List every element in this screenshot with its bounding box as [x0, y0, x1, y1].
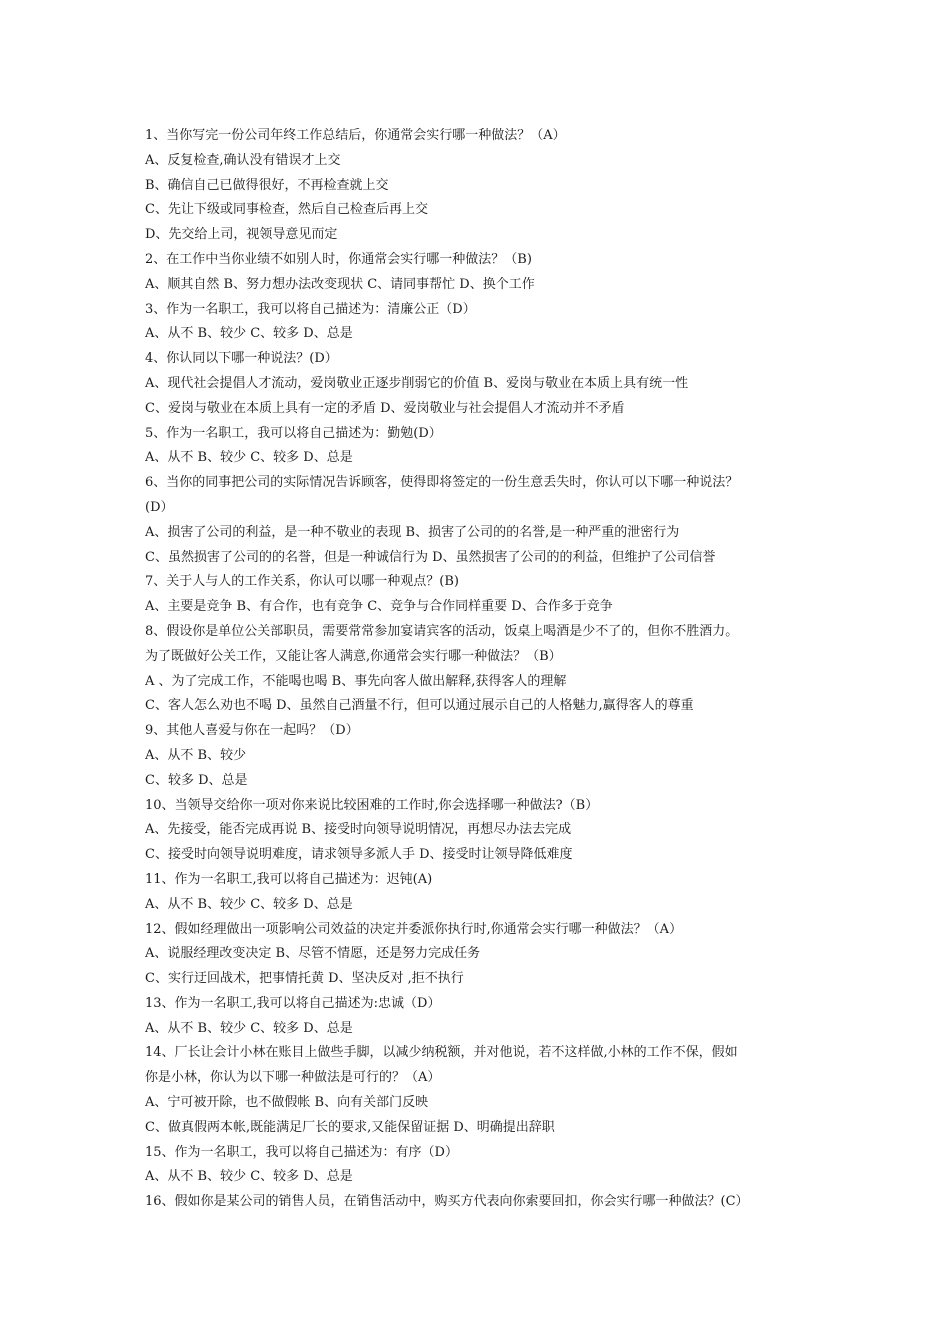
question-6-options-ab: A、损害了公司的利益，是一种不敬业的表现 B、损害了公司的的名誉,是一种严重的泄密行为 [145, 524, 680, 540]
question-10-options-ab: A、先接受，能否完成再说 B、接受时向领导说明情况，再想尽办法去完成 [145, 822, 572, 838]
question-10-text: 10、当领导交给你一项对你来说比较困难的工作时,你会选择哪一种做法?（B） [145, 797, 599, 813]
question-7-options: A、主要是竞争 B、有合作，也有竞争 C、竞争与合作同样重要 D、合作多于竞争 [145, 599, 613, 615]
question-10-options-cd: C、接受时向领导说明难度，请求领导多派人手 D、接受时让领导降低难度 [145, 847, 573, 863]
question-13-text: 13、作为一名职工,我可以将自己描述为:忠诚（D） [145, 995, 441, 1011]
question-8-text: 8、假设你是单位公关部职员，需要常常参加宴请宾客的活动，饭桌上喝酒是少不了的，但你不胜酒力。 [145, 623, 739, 639]
question-1-option-c: C、先让下级或同事检查，然后自己检查后再上交 [145, 202, 428, 218]
question-6-options-cd: C、虽然损害了公司的的名誉，但是一种诚信行为 D、虽然损害了公司的的利益，但维护了公司信誉 [145, 549, 716, 565]
question-1-text: 1、当你写完一份公司年终工作总结后，你通常会实行哪一种做法？（A） [145, 128, 566, 143]
question-14-text-cont: 你是小林，你认为以下哪一种做法是可行的？（A） [145, 1070, 441, 1086]
question-4-options-cd: C、爱岗与敬业在本质上具有一定的矛盾 D、爱岗敬业与社会提倡人才流动并不矛盾 [145, 400, 625, 416]
document-body [145, 124, 813, 1215]
question-12-options-ab: A、说服经理改变决定 B、尽管不情愿，还是努力完成任务 [145, 946, 481, 962]
question-1-option-b: B、确信自己已做得很好，不再检查就上交 [145, 177, 389, 193]
question-4-options-ab: A、现代社会提倡人才流动，爱岗敬业正逐步削弱它的价值 B、爱岗与敬业在本质上具有统一性 [145, 375, 689, 391]
question-14-text: 14、厂长让会计小林在账目上做些手脚，以减少纳税额，并对他说，若不这样做,小林的工作不保，假如 [145, 1045, 738, 1061]
question-14-options-cd: C、做真假两本帐,既能满足厂长的要求,又能保留证据 D、明确提出辞职 [145, 1119, 555, 1135]
question-3-text: 3、作为一名职工，我可以将自己描述为：清廉公正（D） [145, 301, 476, 317]
question-5-text: 5、作为一名职工，我可以将自己描述为：勤勉(D） [145, 425, 442, 441]
question-5-options: A、从不 B、较少 C、较多 D、总是 [145, 450, 353, 466]
question-12-text: 12、假如经理做出一项影响公司效益的决定并委派你执行时,你通常会实行哪一种做法？（A） [145, 921, 683, 937]
question-15-text: 15、作为一名职工，我可以将自己描述为：有序（D） [145, 1144, 458, 1160]
question-15-options: A、从不 B、较少 C、较多 D、总是 [145, 1169, 353, 1185]
question-1-option-d: D、先交给上司，视领导意见而定 [145, 227, 338, 243]
question-9-options-cd: C、较多 D、总是 [145, 772, 248, 788]
question-13-options: A、从不 B、较少 C、较多 D、总是 [145, 1020, 353, 1036]
question-4-text: 4、你认同以下哪一种说法？(D） [145, 351, 338, 367]
question-8-options-ab: A 、为了完成工作，不能喝也喝 B、事先向客人做出解释,获得客人的理解 [145, 673, 567, 689]
question-3-options: A、从不 B、较少 C、较多 D、总是 [145, 326, 353, 342]
question-8-options-cd: C、客人怎么劝也不喝 D、虽然自己酒量不行，但可以通过展示自己的人格魅力,赢得客人的尊重 [145, 698, 694, 714]
question-2-text: 2、在工作中当你业绩不如别人时，你通常会实行哪一种做法？（B) [145, 251, 532, 267]
question-14-options-ab: A、宁可被开除，也不做假帐 B、向有关部门反映 [145, 1095, 429, 1111]
question-6-answer: (D） [145, 499, 174, 515]
question-12-options-cd: C、实行迂回战术，把事情托黄 D、坚决反对 ,拒不执行 [145, 971, 464, 987]
question-7-text: 7、关于人与人的工作关系，你认可以哪一种观点？(B) [145, 574, 459, 590]
question-8-text-cont: 为了既做好公关工作，又能让客人满意,你通常会实行哪一种做法？（B） [145, 648, 562, 664]
question-16-text: 16、假如你是某公司的销售人员，在销售活动中，购买方代表向你索要回扣，你会实行哪一种做法？(C） [145, 1194, 749, 1210]
question-6-text: 6、当你的同事把公司的实际情况告诉顾客，使得即将签定的一份生意丢失时，你认可以下哪一种说法？ [145, 475, 739, 491]
question-9-options-ab: A、从不 B、较少 [145, 747, 247, 763]
question-9-text: 9、其他人喜爱与你在一起吗？（D） [145, 723, 359, 739]
question-2-options: A、顺其自然 B、努力想办法改变现状 C、请同事帮忙 D、换个工作 [145, 276, 535, 292]
question-11-text: 11、作为一名职工,我可以将自己描述为：迟钝(A) [145, 871, 433, 887]
question-11-options: A、从不 B、较少 C、较多 D、总是 [145, 896, 353, 912]
question-1-option-a: A、反复检查,确认没有错误才上交 [145, 152, 341, 168]
